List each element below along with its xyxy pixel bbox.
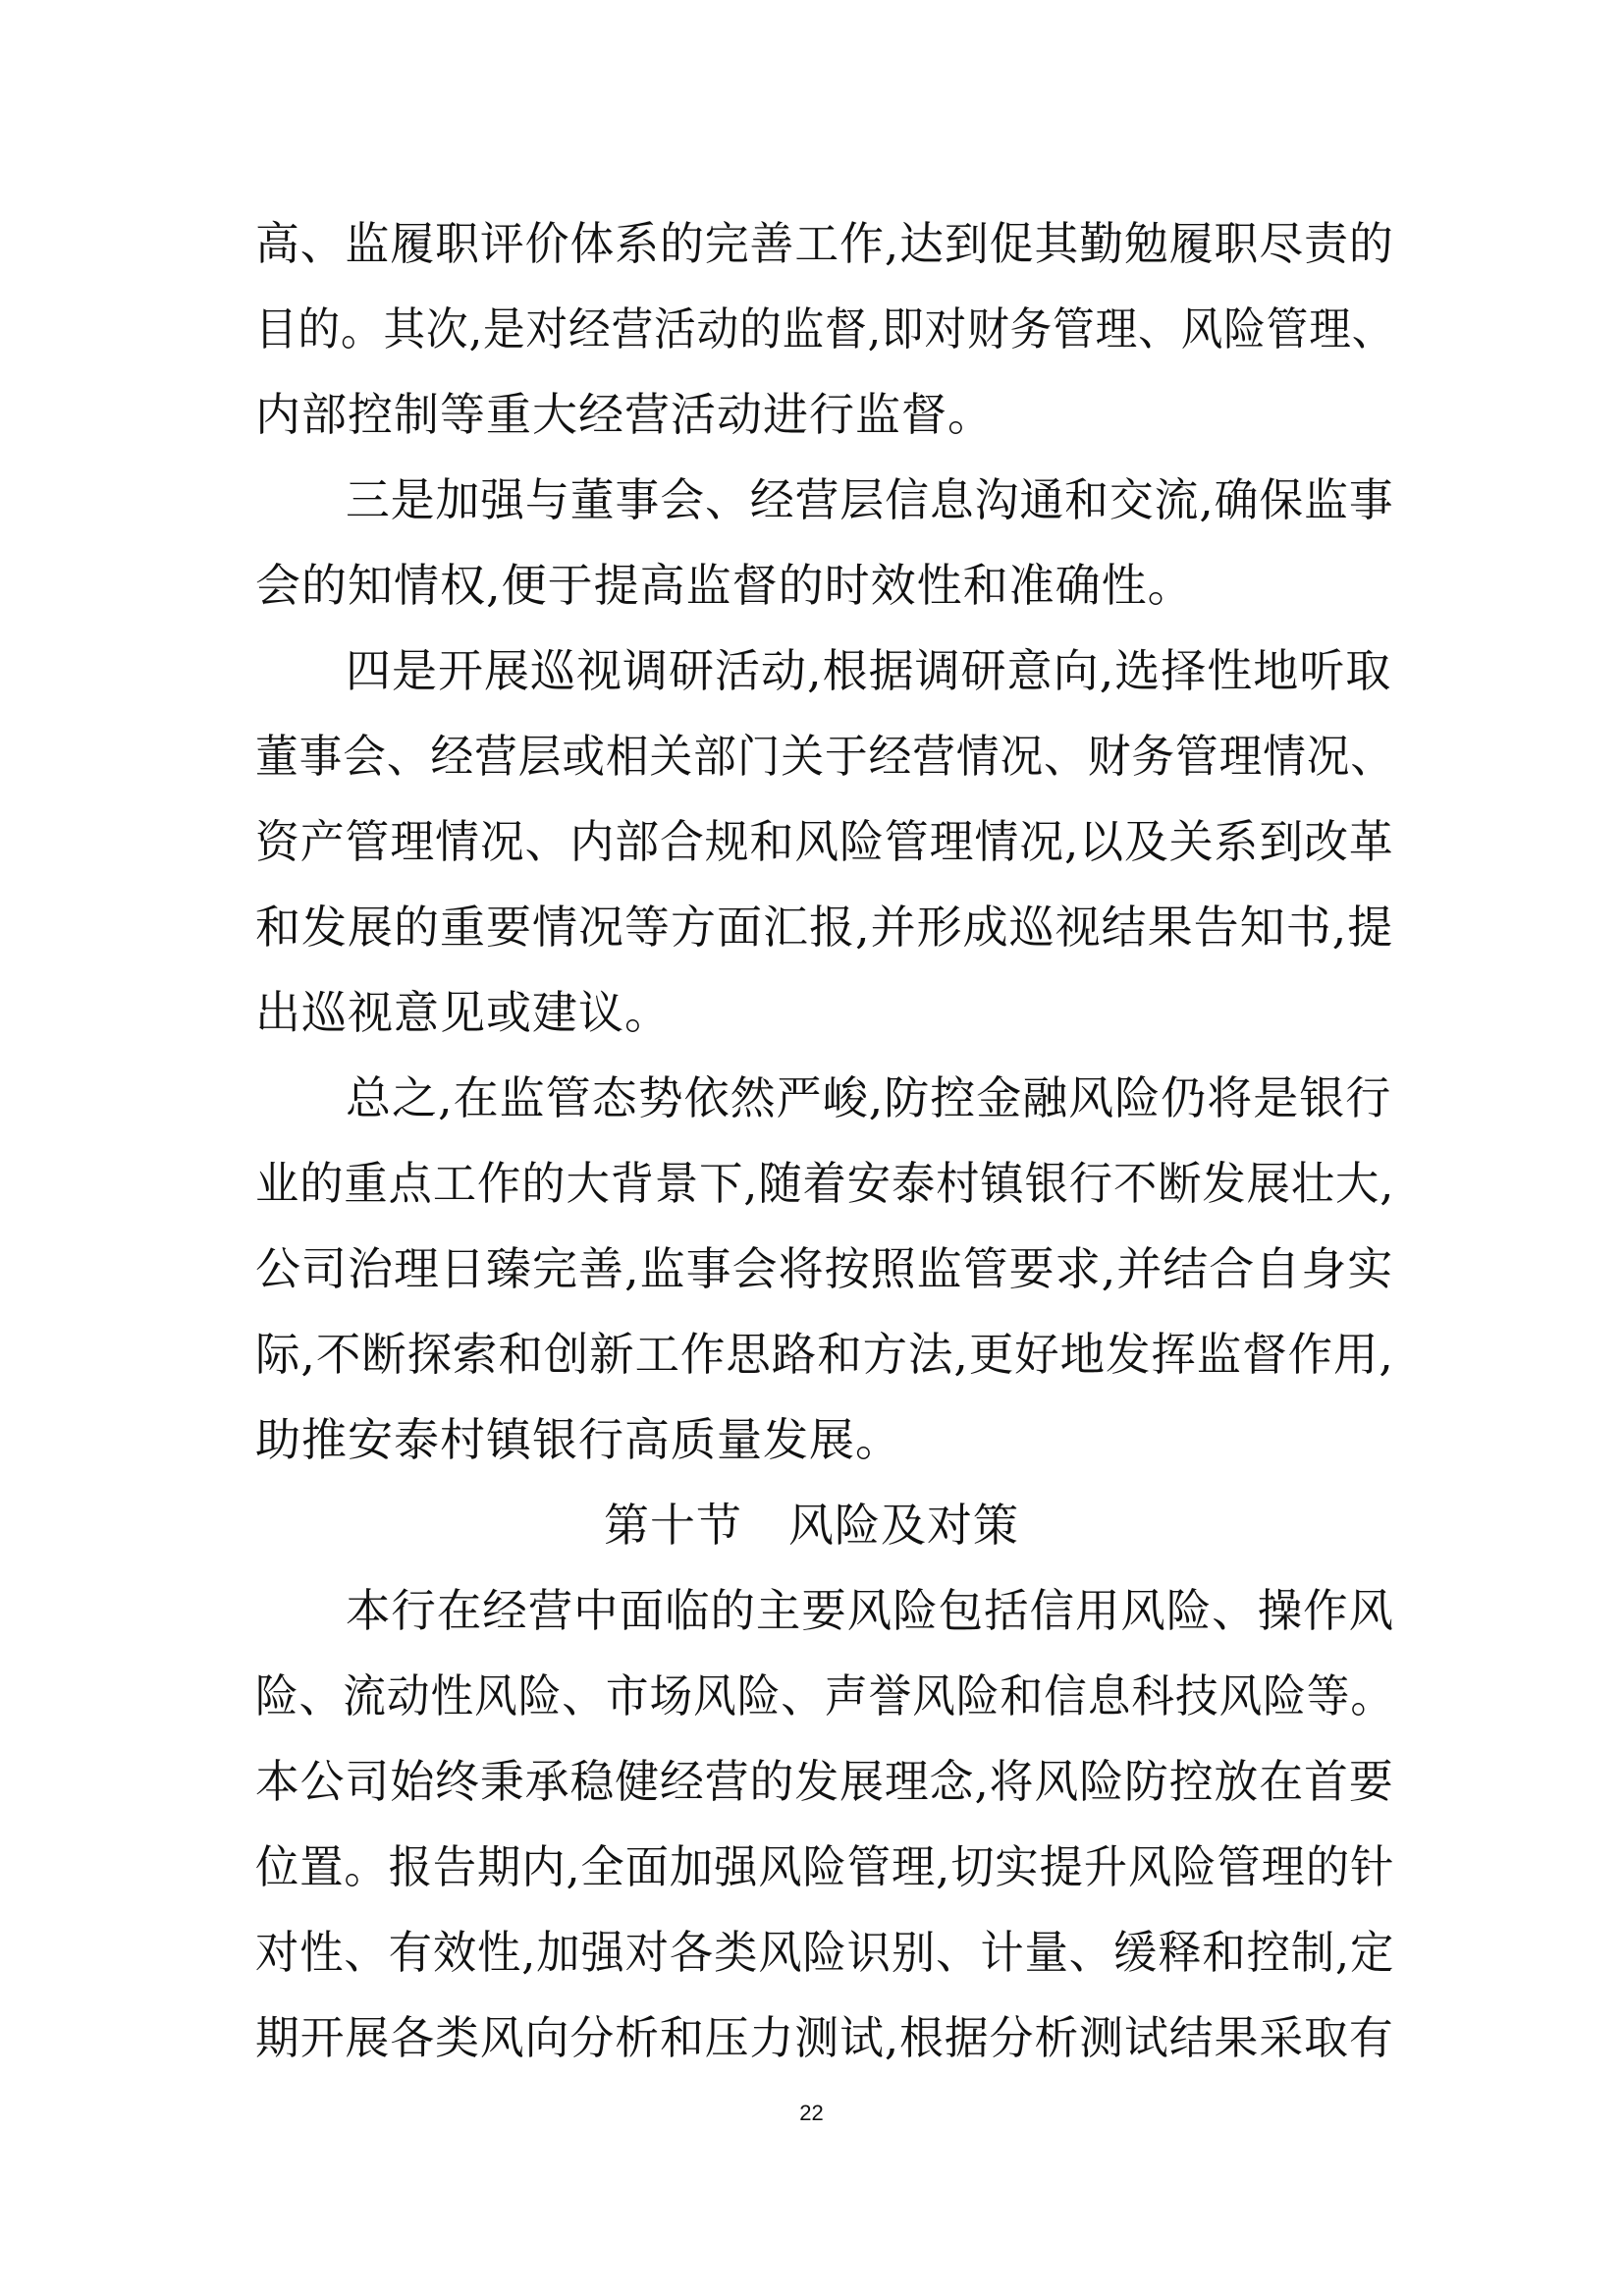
paragraph-line: 本行在经营中面临的主要风险包括信用风险、操作风 xyxy=(346,1584,1395,1637)
paragraph-line: 险、流动性风险、市场风险、声誉风险和信息科技风险等。 xyxy=(255,1669,1395,1722)
paragraph-line: 对性、有效性,加强对各类风险识别、计量、缓释和控制,定 xyxy=(255,1926,1395,1979)
paragraph-line: 际,不断探索和创新工作思路和方法,更好地发挥监督作用, xyxy=(255,1328,1394,1381)
paragraph-line: 业的重点工作的大背景下,随着安泰村镇银行不断发展壮大, xyxy=(255,1157,1395,1210)
paragraph-line: 高、监履职评价体系的完善工作,达到促其勤勉履职尽责的 xyxy=(255,217,1394,270)
paragraph-line: 公司治理日臻完善,监事会将按照监管要求,并结合自身实 xyxy=(255,1242,1394,1295)
paragraph-line: 目的。其次,是对经营活动的监督,即对财务管理、风险管理、 xyxy=(255,302,1395,355)
paragraph-line: 总之,在监管态势依然严峻,防控金融风险仍将是银行 xyxy=(346,1071,1392,1124)
paragraph-line: 会的知情权,便于提高监督的时效性和准确性。 xyxy=(255,559,1194,612)
section-heading: 第十节 风险及对策 xyxy=(604,1499,1019,1552)
paragraph-line: 出巡视意见或建议。 xyxy=(255,986,671,1039)
paragraph-line: 助推安泰村镇银行高质量发展。 xyxy=(255,1413,901,1466)
paragraph-line: 期开展各类风向分析和压力测试,根据分析测试结果采取有 xyxy=(255,2011,1394,2064)
paragraph-line: 四是开展巡视调研活动,根据调研意向,选择性地听取 xyxy=(346,644,1392,697)
paragraph-line: 本公司始终秉承稳健经营的发展理念,将风险防控放在首要 xyxy=(255,1755,1394,1808)
paragraph-line: 内部控制等重大经营活动进行监督。 xyxy=(255,388,994,441)
page-number: 22 xyxy=(799,2101,824,2125)
paragraph-line: 和发展的重要情况等方面汇报,并形成巡视结果告知书,提 xyxy=(255,901,1394,954)
paragraph-line: 资产管理情况、内部合规和风险管理情况,以及关系到改革 xyxy=(255,815,1394,868)
paragraph-line: 董事会、经营层或相关部门关于经营情况、财务管理情况、 xyxy=(255,730,1395,783)
paragraph-line: 位置。报告期内,全面加强风险管理,切实提升风险管理的针 xyxy=(255,1840,1395,1893)
paragraph-line: 三是加强与董事会、经营层信息沟通和交流,确保监事 xyxy=(346,473,1394,526)
